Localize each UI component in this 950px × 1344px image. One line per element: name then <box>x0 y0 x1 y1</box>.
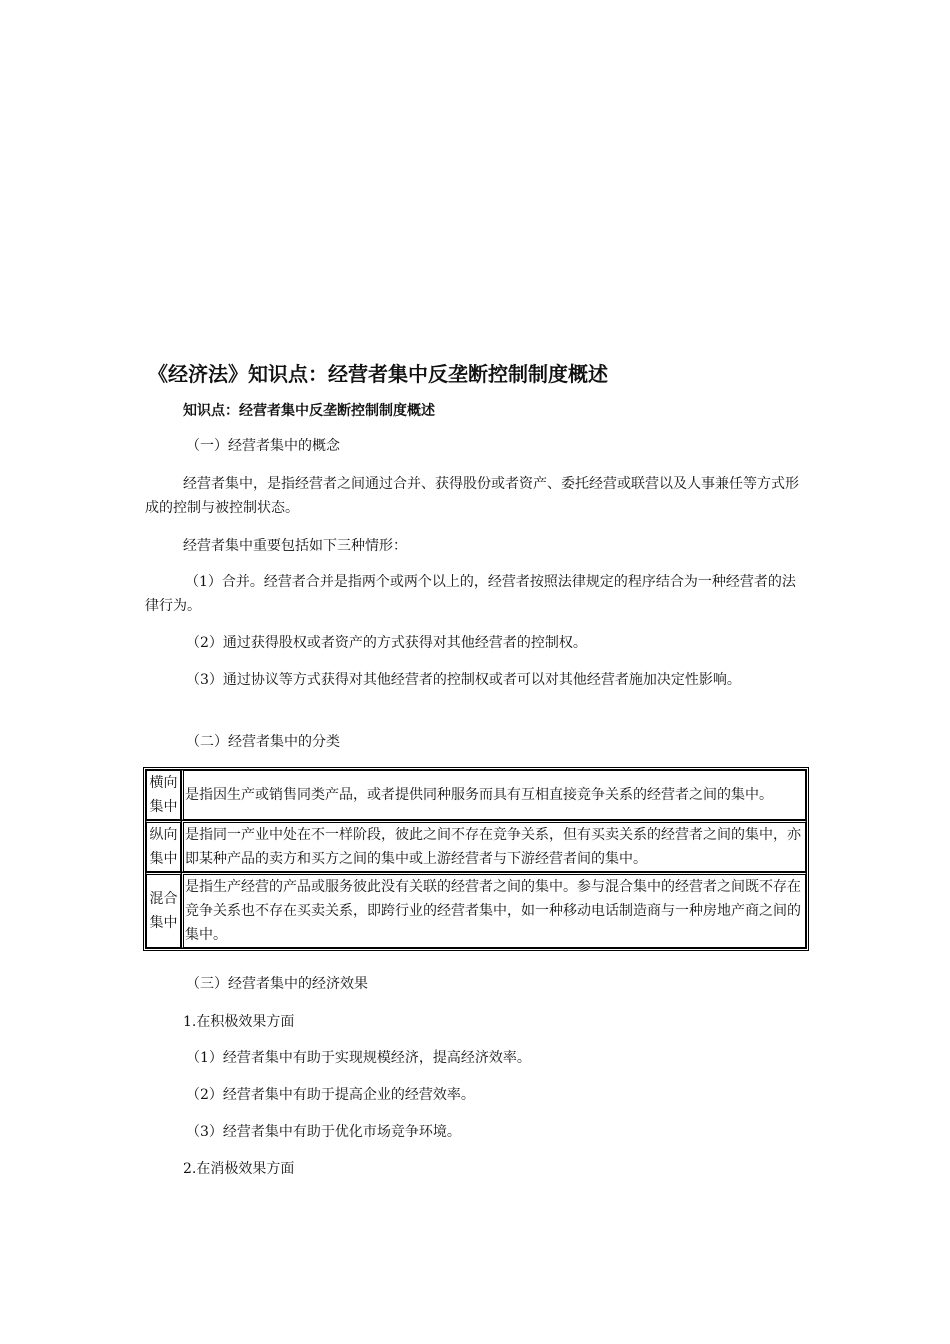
table-row <box>146 872 806 948</box>
classification-table <box>143 767 809 951</box>
table-cell-desc: 是指生产经营的产品或服务彼此没有关联的经营者之间的集中。参与混合集中的经营者之间既不存在竞争关系也不存在买卖关系，即跨行业的经营者集中，如一种移动电话制造商与一种房地产商之间的集中。 <box>181 872 806 948</box>
positive-heading: 1.在积极效果方面 <box>183 1014 295 1030</box>
list-item: （1）合并。经营者合并是指两个或两个以上的，经营者按照法律规定的程序结合为一种经营者的法律行为。 <box>145 574 796 614</box>
list-item: （1）经营者集中有助于实现规模经济，提高经济效率。 <box>186 1050 531 1066</box>
table-row <box>146 770 806 820</box>
table-row <box>146 820 806 872</box>
list-item: （2）通过获得股权或者资产的方式获得对其他经营者的控制权。 <box>186 635 587 651</box>
definition-paragraph: 经营者集中，是指经营者之间通过合并、获得股份或者资产、委托经营或联营以及人事兼任等方式形成的控制与被控制状态。 <box>145 476 799 516</box>
table-cell-desc: 是指同一产业中处在不一样阶段，彼此之间不存在竞争关系，但有买卖关系的经营者之间的集中，亦即某种产品的卖方和买方之间的集中或上游经营者与下游经营者间的集中。 <box>181 820 806 872</box>
table-cell-type: 纵向集中 <box>146 820 181 872</box>
document-subtitle: 知识点：经营者集中反垄断控制制度概述 <box>183 403 435 419</box>
negative-heading: 2.在消极效果方面 <box>183 1161 295 1177</box>
intro-paragraph: 经营者集中重要包括如下三种情形： <box>183 538 407 554</box>
table-cell-desc: 是指因生产或销售同类产品，或者提供同种服务而具有互相直接竞争关系的经营者之间的集中。 <box>181 770 806 820</box>
document-title: 《经济法》知识点：经营者集中反垄断控制制度概述 <box>148 362 608 386</box>
section2-heading: （二）经营者集中的分类 <box>186 734 340 750</box>
section1-heading: （一）经营者集中的概念 <box>186 438 340 454</box>
table-cell-type: 混合集中 <box>146 872 181 948</box>
table-cell-type: 横向集中 <box>146 770 181 820</box>
section3-heading: （三）经营者集中的经济效果 <box>186 976 368 992</box>
list-item: （2）经营者集中有助于提高企业的经营效率。 <box>186 1087 475 1103</box>
list-item: （3）通过协议等方式获得对其他经营者的控制权或者可以对其他经营者施加决定性影响。 <box>186 672 741 688</box>
list-item: （3）经营者集中有助于优化市场竞争环境。 <box>186 1124 461 1140</box>
